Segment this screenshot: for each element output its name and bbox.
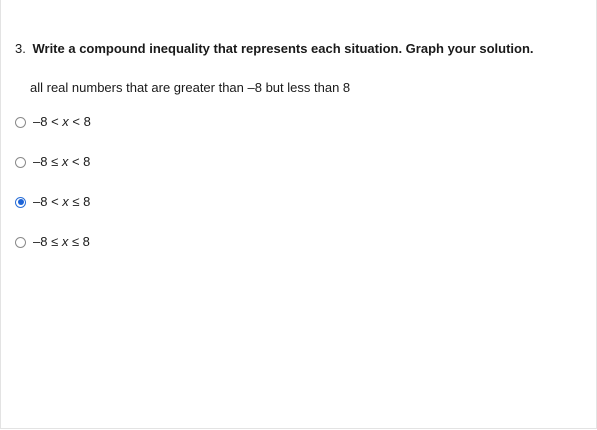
answer-choice-3[interactable]: [15, 194, 90, 210]
choice-label: –8 < x < 8: [33, 114, 91, 129]
radio-button[interactable]: [15, 157, 26, 168]
choice-label: –8 < x ≤ 8: [33, 194, 91, 209]
choice-label: –8 ≤ x < 8: [33, 154, 91, 169]
answer-choice-1[interactable]: [15, 114, 91, 130]
radio-button[interactable]: [15, 237, 26, 248]
radio-button-selected[interactable]: [15, 197, 26, 208]
question-number: 3.: [15, 41, 26, 56]
choice-label: –8 ≤ x ≤ 8: [33, 234, 90, 249]
radio-button[interactable]: [15, 117, 26, 128]
question-prompt: all real numbers that are greater than –8 but less than 8: [30, 80, 351, 95]
answer-choice-2[interactable]: [15, 154, 90, 170]
question-header: [15, 41, 534, 57]
question-instruction: Write a compound inequality that represents each situation. Graph your solution.: [32, 41, 534, 56]
answer-choice-4[interactable]: [15, 234, 90, 250]
